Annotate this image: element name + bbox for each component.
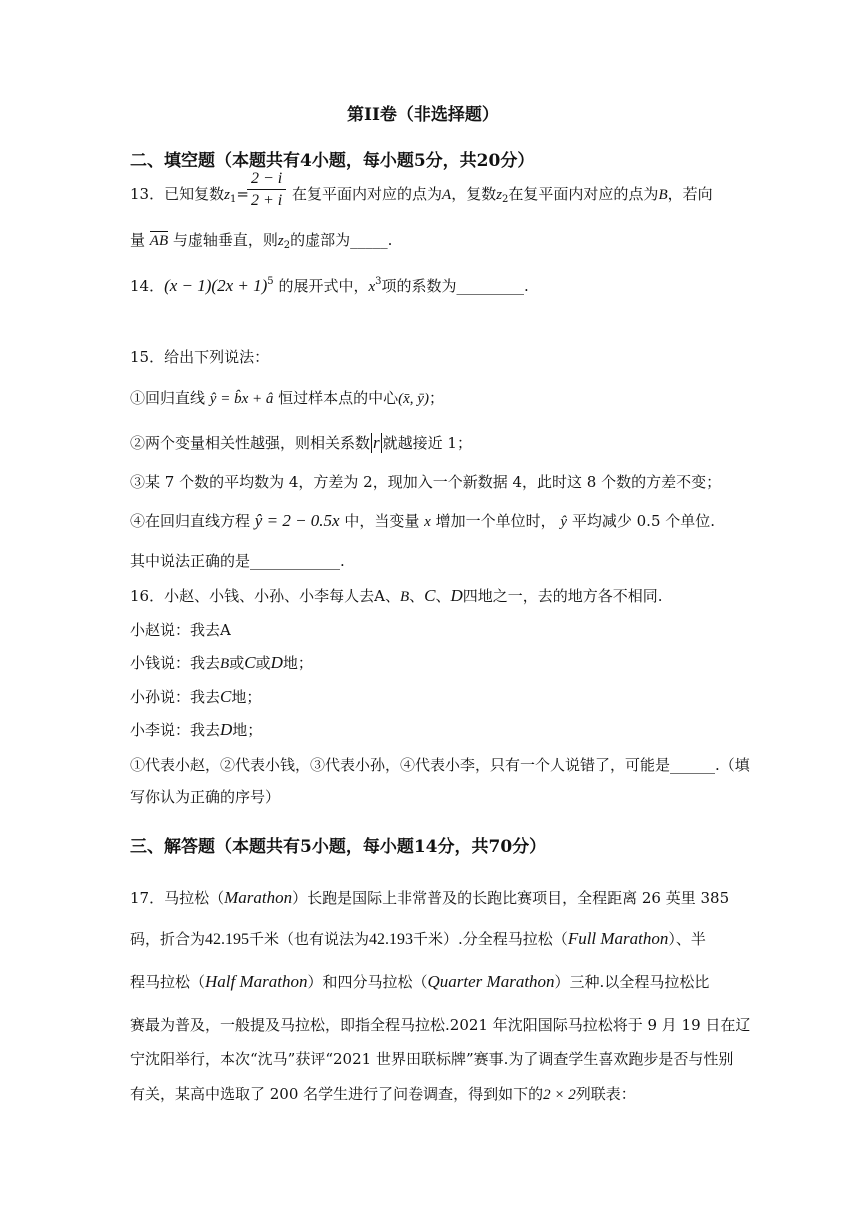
q15-statement-1: ①回归直线 ŷ = b̂x + â 恒过样本点的中心(x̄, ȳ)； [130, 389, 444, 407]
q16-zhao: 小赵说：我去A [130, 621, 231, 639]
q17-line2: 码，折合为42.195千米（也有说法为42.193千米）.分全程马拉松（Full Marathon）、半 [130, 929, 706, 948]
q17-line1: 17．马拉松（Marathon）长跑是国际上非常普及的长跑比赛项目，全程距离 26 英里 385 [130, 888, 730, 907]
q13-fraction [247, 170, 286, 210]
q13-line1-end: 在复平面内对应的点为A，复数$z_2$在复平面内对应的点为B，若向 [292, 185, 713, 205]
q15-answer-line: 其中说法正确的是____________. [130, 552, 345, 570]
q15-statement-2: ②两个变量相关性越强，则相关系数 r 就越接近 1； [130, 433, 472, 452]
section-heading-solutions: 三、解答题（本题共有5小题，每小题14分，共70分） [130, 837, 547, 857]
q13-line1-start: 13．已知复数$z_1=$ [130, 185, 249, 205]
q16-li: 小李说：我去D地； [130, 720, 263, 739]
q17-line5: 宁沈阳举行，本次“沈马”获评“2021 世界田联标牌”赛事.为了调查学生喜欢跑步是否与性别 [130, 1050, 734, 1068]
q16-intro: 16．小赵、小钱、小孙、小李每人去A、B、C、D四地之一，去的地方各不相同. [130, 586, 663, 605]
page-title: 第II卷（非选择题） [347, 105, 499, 125]
q15-statement-3: ③某 7 个数的平均数为 4，方差为 2，现加入一个新数据 4，此时这 8 个数的方差不变； [130, 473, 722, 491]
q17-line4: 赛最为普及，一般提及马拉松，即指全程马拉松.2021 年沈阳国际马拉松将于 9 月 19 日在辽 [130, 1016, 751, 1034]
q17-line3: 程马拉松（Half Marathon）和四分马拉松（Quarter Marathon）三种.以全程马拉松比 [130, 972, 710, 991]
question-14: 14．$(x - 1)(2x + 1)^5$ 的展开式中，$x^3$项的系数为_________. [130, 276, 529, 295]
q16-line5: ①代表小赵，②代表小钱，③代表小孙，④代表小李，只有一个人说错了，可能是______.（填 [130, 756, 750, 774]
q17-line6: 有关，某高中选取了 200 名学生进行了问卷调查，得到如下的2 × 2列联表： [130, 1085, 636, 1103]
vector-ab: AB [149, 233, 169, 249]
q16-qian: 小钱说：我去B或C或D地； [130, 653, 313, 672]
fraction-numerator: 2 − i [247, 170, 286, 190]
section-heading-fill-in: 二、填空题（本题共有4小题，每小题5分，共20分） [130, 151, 535, 171]
q15-statement-4: ④在回归直线方程 ŷ = 2 − 0.5x 中，当变量 x 增加一个单位时， ŷ 平均减少 0.5 个单位. [130, 511, 716, 530]
q13-line2: 量 AB 与虚轴垂直，则$z_2$的虚部为_____. [130, 231, 393, 251]
q16-line6: 写你认为正确的序号） [130, 788, 281, 806]
fraction-denominator: 2 + i [251, 192, 283, 209]
q16-sun: 小孙说：我去C地； [130, 687, 262, 706]
q15-intro: 15．给出下列说法： [130, 348, 270, 366]
